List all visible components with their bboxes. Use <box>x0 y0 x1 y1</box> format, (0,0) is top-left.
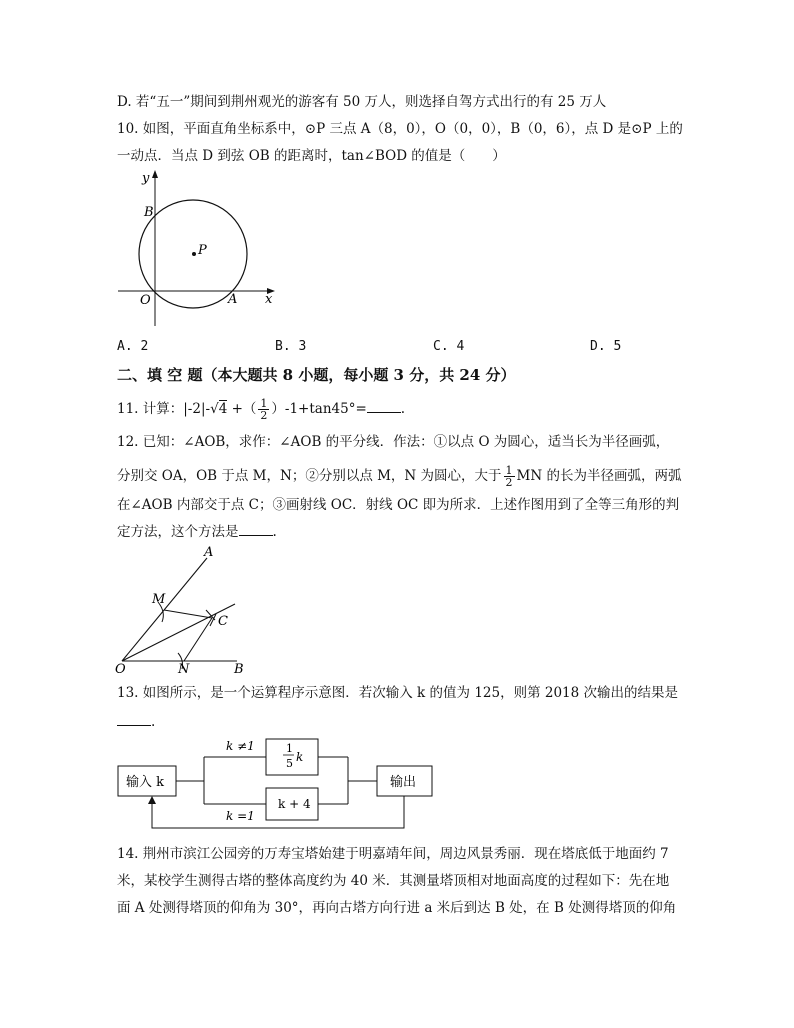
sqrt-sign: √ <box>210 401 219 417</box>
q12-stem-line1: 12. 已知：∠AOB，求作：∠AOB 的平分线．作法：①以点 O 为圆心，适当长为半径画弧， <box>117 434 670 450</box>
q13-stem-line1: 13. 如图所示，是一个运算程序示意图．若次输入 k 的值为 125，则第 2018 次输出的结果是 <box>117 685 679 701</box>
q11-suffix: ）-1+tan45°= <box>271 401 367 417</box>
q13-stem-line2 <box>117 713 155 731</box>
box-top-num: 1 <box>286 742 293 755</box>
label-a: A <box>228 292 238 307</box>
q11-frac-num: 1 <box>260 397 268 410</box>
input-label: 输入 k <box>126 775 165 790</box>
label-o: O <box>140 293 151 308</box>
q13-flowchart <box>112 732 442 832</box>
q10-choice-a: A. 2 <box>117 339 149 354</box>
center-p-dot <box>192 252 196 256</box>
q11-stem <box>117 398 405 421</box>
label-y: y <box>142 171 150 186</box>
q12-frac-den: 2 <box>505 476 513 489</box>
q10-choice-d: D. 5 <box>590 339 622 354</box>
q11-end: . <box>400 401 406 417</box>
q11-fraction <box>258 398 269 421</box>
q12-line4b: . <box>272 524 277 540</box>
q10-stem-line1: 10. 如图，平面直角坐标系中，⊙P 三点 A（8，0），O（0，0），B（0，6），点 D 是⊙P 上的 <box>117 121 683 137</box>
label-n: N <box>178 662 190 676</box>
q12-line4a: 定方法，这个方法是 <box>117 524 239 540</box>
label-m: M <box>152 592 166 607</box>
label-x: x <box>265 292 273 307</box>
label-o2: O <box>115 662 126 676</box>
q11-answer-blank[interactable] <box>367 400 401 413</box>
q11-frac-den: 2 <box>260 409 268 422</box>
output-label: 输出 <box>390 775 417 790</box>
segment-mc <box>164 610 212 618</box>
q10-circle-figure <box>110 168 280 330</box>
label-p: P <box>198 243 207 258</box>
label-c: C <box>218 614 228 629</box>
q12-answer-blank[interactable] <box>239 523 273 536</box>
feedback-arrow <box>148 796 156 804</box>
label-b: B <box>144 205 154 220</box>
box-top-den: 5 <box>286 757 293 770</box>
section-2-heading: 二、填 空 题（本大题共 8 小题，每小题 3 分，共 24 分） <box>117 366 516 384</box>
cond-bottom: k =1 <box>226 809 255 823</box>
y-axis-arrow <box>152 170 158 178</box>
q14-stem-line2: 米，某校学生测得古塔的整体高度约为 40 米．其测量塔顶相对地面高度的过程如下：先在地 <box>117 873 670 889</box>
q13-answer-blank[interactable] <box>117 713 151 726</box>
q10-choice-c: C. 4 <box>433 339 465 354</box>
q12-frac-num: 1 <box>505 464 513 477</box>
label-a2: A <box>204 546 214 560</box>
q12-fraction <box>504 465 515 488</box>
segment-nc <box>184 618 212 661</box>
q9-option-d: D. 若“五一”期间到荆州观光的游客有 50 万人，则选择自驾方式出行的有 25 万人 <box>117 94 607 110</box>
cond-top: k ≠1 <box>226 739 255 753</box>
label-b2: B <box>234 662 244 676</box>
q12-stem-line2 <box>117 465 681 488</box>
q10-stem-line2: 一动点．当点 D 到弦 OB 的距离时，tan∠BOD 的值是（ ） <box>117 148 506 164</box>
box-bottom-label: k + 4 <box>278 797 311 811</box>
box-top-var: k <box>296 750 304 764</box>
q11-prefix: 11. 计算：|-2|- <box>117 401 211 417</box>
q10-choice-b: B. 3 <box>275 339 307 354</box>
q11-plus: +（ <box>231 401 257 417</box>
q12-angle-bisector-figure <box>112 546 252 676</box>
q12-line2a: 分别交 OA，OB 于点 M，N；②分别以点 M，N 为圆心，大于 <box>117 468 502 484</box>
q12-stem-line3: 在∠AOB 内部交于点 C；③画射线 OC．射线 OC 即为所求．上述作图用到了全等三角形的判 <box>117 497 680 513</box>
q12-stem-line4 <box>117 523 277 541</box>
q14-stem-line3: 面 A 处测得塔顶的仰角为 30°，再向古塔方向行进 a 米后到达 B 处，在 B 处测得塔顶的仰角 <box>117 900 677 916</box>
q11-sqrt-arg: 4 <box>218 401 228 417</box>
q12-line2b: MN 的长为半径画弧，两弧 <box>516 468 682 484</box>
q14-stem-line1: 14. 荆州市滨江公园旁的万寿宝塔始建于明嘉靖年间，周边风景秀丽．现在塔底低于地面约 7 <box>117 846 669 862</box>
q13-end: . <box>151 714 156 730</box>
